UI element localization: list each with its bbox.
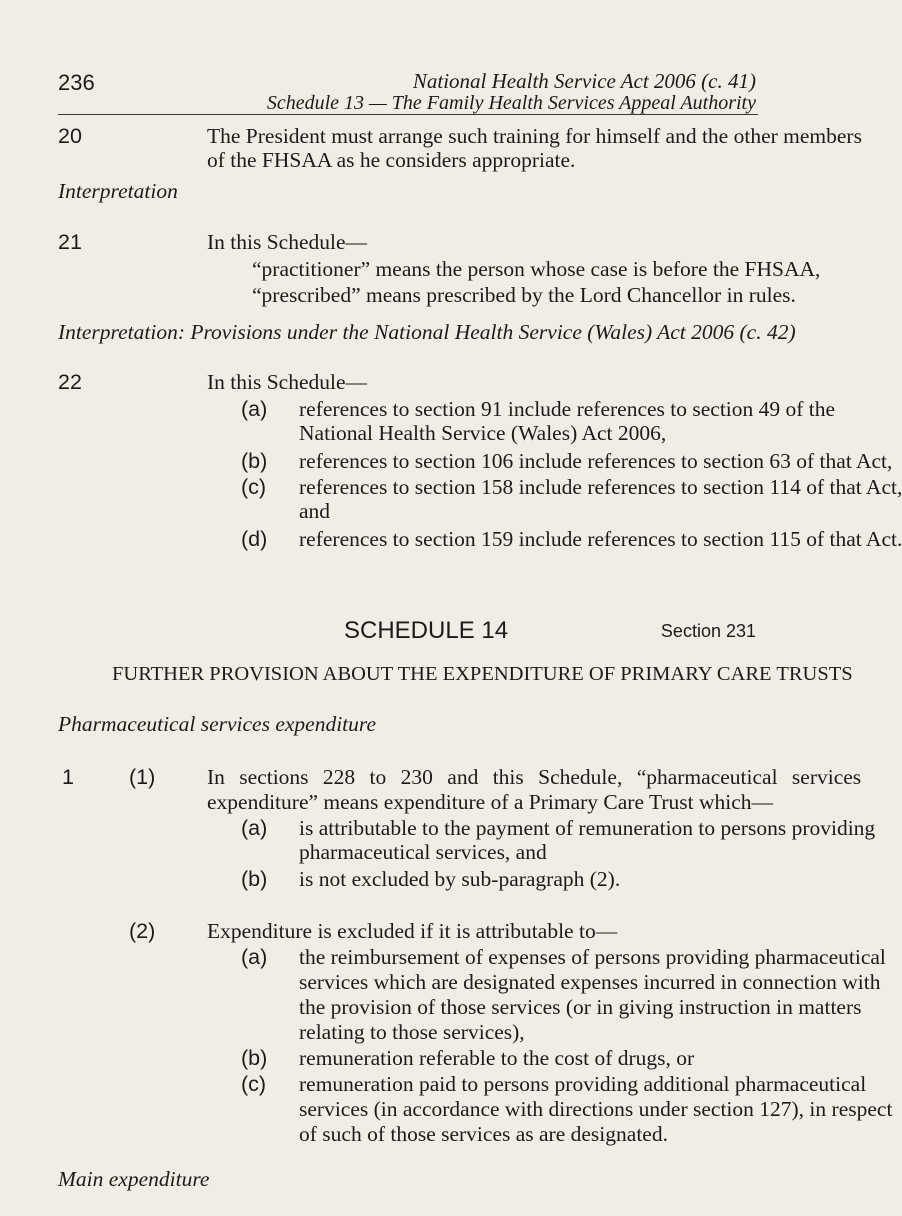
schedule-heading: SCHEDULE 14 [344,617,509,644]
section-reference: Section 231 [660,621,756,641]
item-label: (b) [241,867,268,891]
item-label: (a) [241,945,268,969]
item-line: references to section 91 include references to section 49 of the [299,397,836,421]
item-label: (c) [241,1072,267,1096]
item-line: remuneration paid to persons providing additional pharmaceutical [299,1072,867,1096]
heading-interpretation: Interpretation [58,179,178,203]
item-line: remuneration referable to the cost of drugs, or [299,1046,695,1070]
para22-intro: In this Schedule— [207,370,368,394]
item-line: the reimbursement of expenses of persons providing pharmaceutical [299,945,886,969]
item-line: relating to those services), [299,1020,525,1044]
heading-main-expenditure: Main expenditure [58,1167,210,1191]
item-label: (c) [241,475,267,499]
item-line: is attributable to the payment of remuneration to persons providing [299,816,876,840]
item-line: of such of those services as are designated. [299,1122,668,1146]
item-label: (b) [241,1046,268,1070]
subparagraph-label: (1) [129,765,156,789]
paragraph-number-22: 22 [58,370,82,394]
page-number: 236 [58,70,95,95]
item-line: pharmaceutical services, and [299,840,547,864]
header-rule [58,114,758,115]
item-label: (b) [241,449,268,473]
item-label: (a) [241,816,268,840]
schedule-subtitle: FURTHER PROVISION ABOUT THE EXPENDITURE OF PRIMARY CARE TRUSTS [112,663,853,685]
para1-2-line-1: Expenditure is excluded if it is attributable to— [207,919,618,943]
item-label: (a) [241,397,268,421]
item-line: services (in accordance with directions under section 127), in respect [299,1097,893,1121]
item-line: references to section 106 include references to section 63 of that Act, [299,449,893,473]
act-title: National Health Service Act 2006 (c. 41) [412,69,756,93]
item-line: is not excluded by sub-paragraph (2). [299,867,621,891]
para20-line-1: The President must arrange such training for himself and the other members [207,124,862,148]
item-line: National Health Service (Wales) Act 2006, [299,421,667,445]
item-line: references to section 159 include references to section 115 of that Act. [299,527,902,551]
item-label: (d) [241,527,268,551]
item-line: services which are designated expenses incurred in connection with [299,970,881,994]
paragraph-number-21: 21 [58,230,82,254]
heading-interpretation-wales: Interpretation: Provisions under the National Health Service (Wales) Act 2006 (c. 42) [58,320,796,344]
para1-1-line-1: In sections 228 to 230 and this Schedule, “pharmaceutical services [207,765,862,789]
paragraph-number-20: 20 [58,124,82,148]
para21-intro: In this Schedule— [207,230,368,254]
item-line: references to section 158 include references to section 114 of that Act, [299,475,902,499]
definition-practitioner: “practitioner” means the person whose case is before the FHSAA, [252,257,821,281]
item-line: the provision of those services (or in giving instruction in matters [299,995,862,1019]
heading-pharmaceutical-services: Pharmaceutical services expenditure [58,712,377,736]
item-line: and [299,499,331,523]
subparagraph-label: (2) [129,919,156,943]
para1-1-line-2: expenditure” means expenditure of a Primary Care Trust which— [207,790,774,814]
schedule-running-title: Schedule 13 — The Family Health Services Appeal Authority [266,92,756,114]
para20-line-2: of the FHSAA as he considers appropriate. [207,148,576,172]
definition-prescribed: “prescribed” means prescribed by the Lord Chancellor in rules. [252,283,796,307]
paragraph-number-1: 1 [62,765,74,789]
